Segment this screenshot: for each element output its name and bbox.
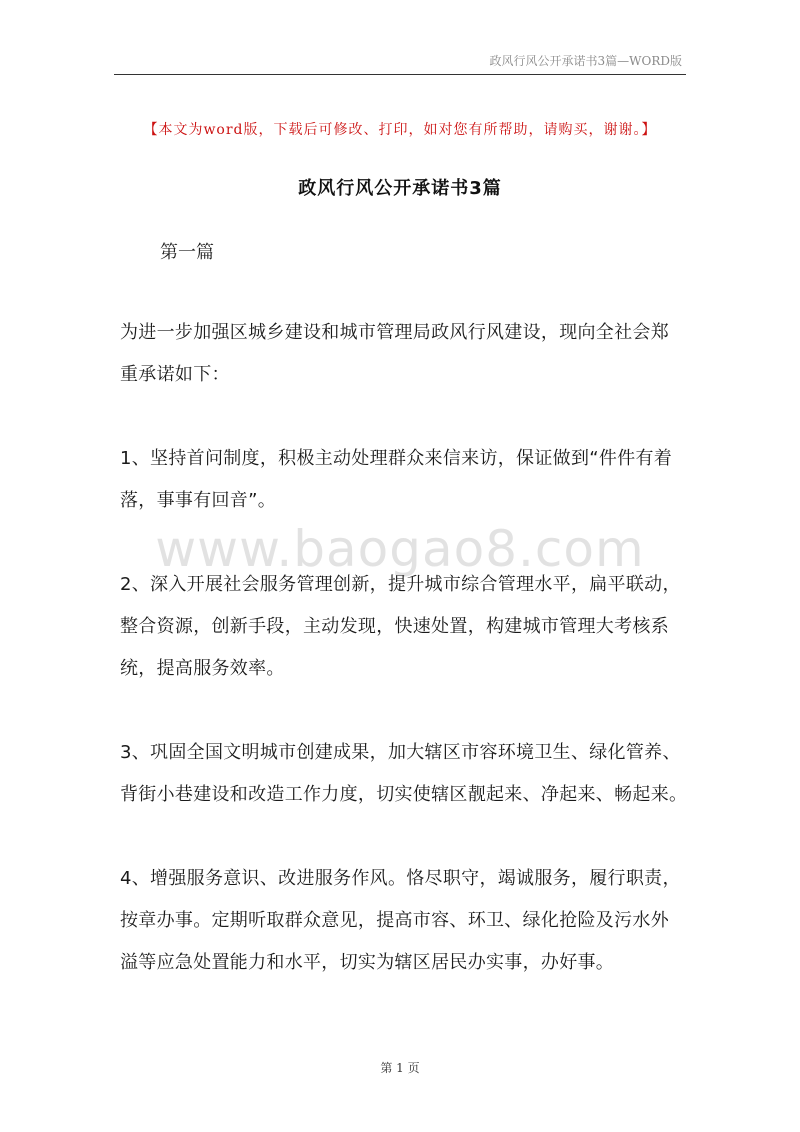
header-running-title: 政风行风公开承诺书3篇—WORD版: [489, 54, 682, 68]
paragraph-line: 整合资源，创新手段，主动发现，快速处置，构建城市管理大考核系: [120, 616, 669, 637]
paragraph-item-3: [120, 732, 688, 816]
section-label: 第一篇: [160, 242, 214, 263]
document-title: 政风行风公开承诺书3篇: [298, 178, 502, 199]
watermark: www.baogao8.com: [155, 520, 645, 578]
paragraph-line: 1、坚持首问制度，积极主动处理群众来信来访，保证做到“件件有着: [120, 448, 673, 469]
paragraph-item-1: [120, 438, 688, 522]
paragraph-intro: [120, 312, 688, 396]
download-notice: 【本文为word版，下载后可修改、打印，如对您有所帮助，请购买，谢谢。】: [143, 122, 657, 138]
paragraph-line: 重承诺如下：: [120, 364, 230, 385]
paragraph-line: 为进一步加强区城乡建设和城市管理局政风行风建设，现向全社会郑: [120, 322, 669, 343]
paragraph-line: 背街小巷建设和改造工作力度，切实使辖区靓起来、净起来、畅起来。: [120, 784, 688, 805]
paragraph-item-2: [120, 564, 688, 690]
paragraph-line: 2、深入开展社会服务管理创新，提升城市综合管理水平，扁平联动，: [120, 574, 681, 595]
header-rule: [114, 74, 686, 75]
paragraph-line: 4、增强服务意识、改进服务作风。恪尽职守，竭诚服务，履行职责，: [120, 868, 681, 889]
paragraph-line: 按章办事。定期听取群众意见，提高市容、环卫、绿化抢险及污水外: [120, 910, 669, 931]
paragraph-item-4: [120, 858, 688, 984]
page-number: 第 1 页: [380, 1061, 420, 1075]
paragraph-line: 溢等应急处置能力和水平，切实为辖区居民办实事，办好事。: [120, 952, 615, 973]
paragraph-line: 落，事事有回音”。: [120, 490, 277, 511]
paragraph-line: 3、巩固全国文明城市创建成果，加大辖区市容环境卫生、绿化管养、: [120, 742, 681, 763]
paragraph-line: 统，提高服务效率。: [120, 658, 285, 679]
